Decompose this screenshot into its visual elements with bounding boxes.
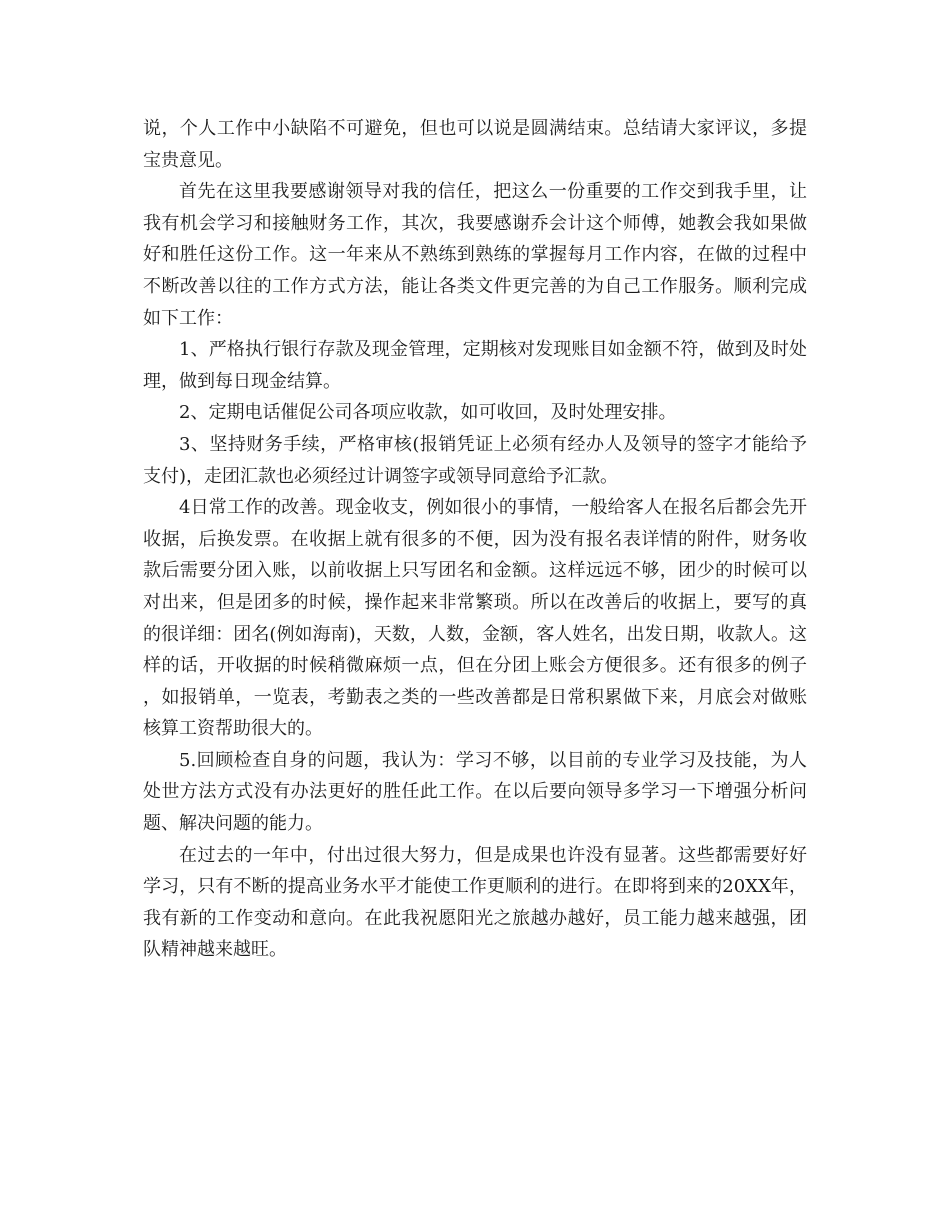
paragraph-item-5: 5.回顾检查自身的问题，我认为：学习不够，以目前的专业学习及技能，为人处世方法方式没有办法更好的胜任此工作。在以后要向领导多学习一下增强分析问题、解决问题的能力。 bbox=[143, 749, 807, 835]
paragraph-item-4: 4日常工作的改善。现金收支，例如很小的事情，一般给客人在报名后都会先开收据，后换发票。在收据上就有很多的不便，因为没有报名表详情的附件，财务收款后需要分团入账，以前收据上只写团名和金额。这样远远不够，团少的时候可以对出来，但是团多的时候，操作起来非常繁琐。所以在改善后的收据上，要写的真的很详细：团名(例如海南)，天数，人数，金额，客人姓名，出发日期，收款人。这样的话，开收据的时候稍微麻烦一点，但在分团上账会方便很多。还有很多的例子，如报销单，一览表，考勤表之类的一些改善都是日常积累做下来，月底会对做账核算工资帮助很大的。 bbox=[143, 497, 807, 740]
paragraph-continuation: 说，个人工作中小缺陷不可避免，但也可以说是圆满结束。总结请大家评议，多提宝贵意见。 bbox=[143, 118, 807, 171]
paragraph-thanks: 首先在这里我要感谢领导对我的信任，把这么一份重要的工作交到我手里，让我有机会学习和接触财务工作，其次，我要感谢乔会计这个师傅，她教会我如果做好和胜任这份工作。这一年来从不熟练到熟练的掌握每月工作内容，在做的过程中不断改善以往的工作方式方法，能让各类文件更完善的为自己工作服务。顺利完成如下工作： bbox=[143, 181, 807, 329]
paragraph-closing: 在过去的一年中，付出过很大努力，但是成果也许没有显著。这些都需要好好学习，只有不断的提高业务水平才能使工作更顺利的进行。在即将到来的20XX年，我有新的工作变动和意向。在此我祝愿阳光之旅越办越好，员工能力越来越强，团队精神越来越旺。 bbox=[143, 844, 807, 961]
paragraph-item-2: 2、定期电话催促公司各项应收款，如可收回，及时处理安排。 bbox=[179, 402, 677, 424]
document-page bbox=[143, 113, 807, 966]
paragraph-item-1: 1、严格执行银行存款及现金管理，定期核对发现账目如金额不符，做到及时处理，做到每日现金结算。 bbox=[143, 339, 807, 392]
paragraph-item-3: 3、坚持财务手续，严格审核(报销凭证上必须有经办人及领导的签字才能给予支付)，走团汇款也必须经过计调签字或领导同意给予汇款。 bbox=[143, 433, 807, 487]
